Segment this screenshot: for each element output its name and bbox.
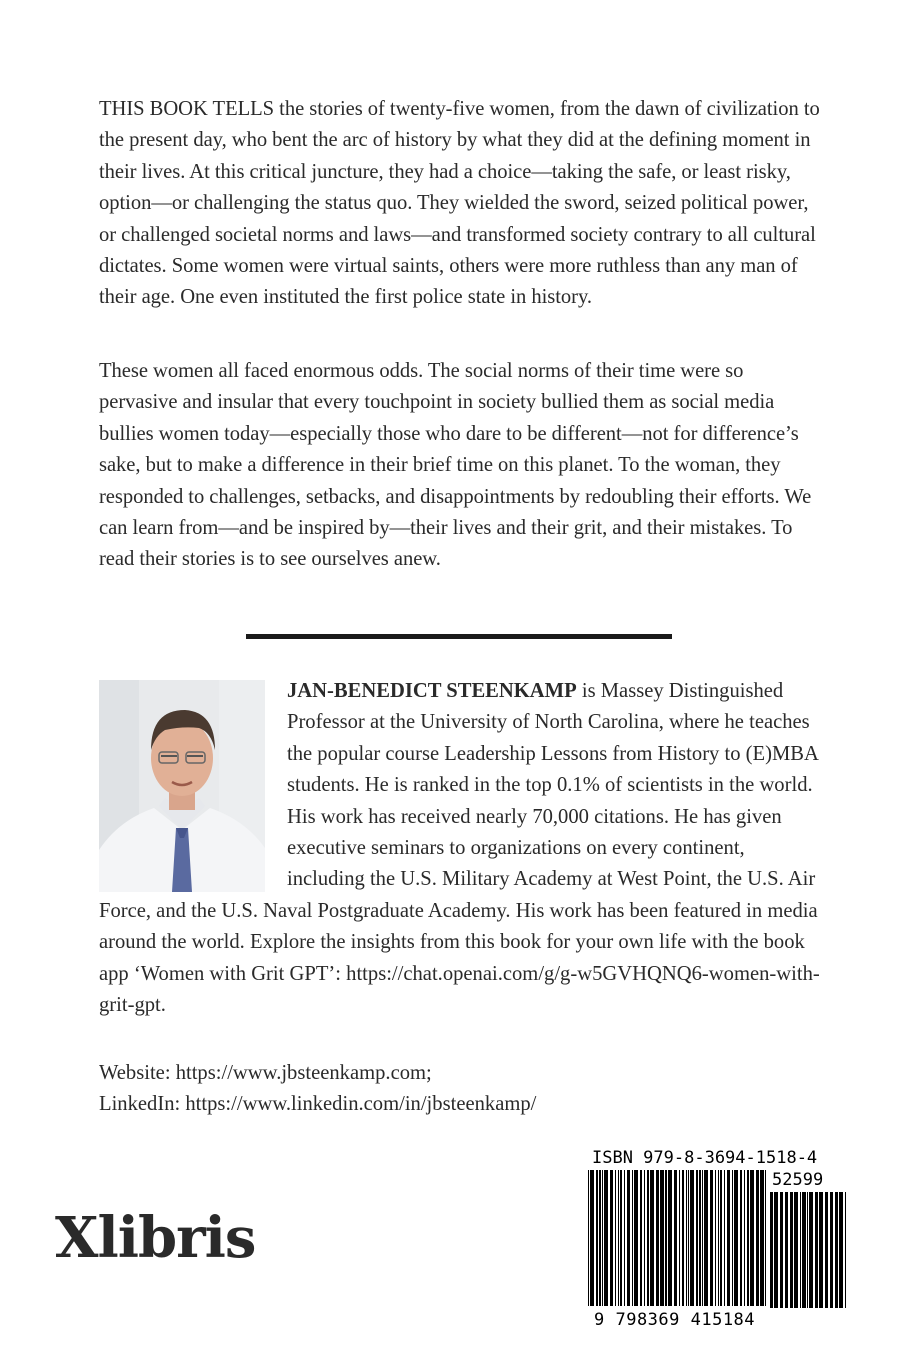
isbn-barcode [588, 1170, 768, 1310]
barcode-bar [830, 1192, 833, 1308]
barcode-bar [690, 1170, 694, 1306]
barcode-bar [815, 1192, 818, 1308]
barcode-bar [644, 1170, 645, 1306]
barcode-bar [596, 1170, 598, 1306]
barcode-bar [640, 1170, 642, 1306]
price-barcode [770, 1192, 850, 1310]
author-app-link[interactable]: https://chat.openai.com/g/g-w5GVHQNQ6-women-with-grit-gpt. [99, 962, 820, 1017]
barcode-bar [747, 1170, 749, 1306]
barcode-bar [590, 1170, 594, 1306]
blurb-paragraph-2: These women all faced enormous odds. The social norms of their time were so pervasive and insular that every touchpoint in society bullied them as social media bullies women today—especially those who dare to be different—not for difference’s sake, but to make a difference in their brief time on this planet. To the woman, they responded to challenges, setbacks, and disappointments by redoubling their efforts. We can learn from—and be inspired by—their lives and their grit, and their mistakes. To read their stories is to see ourselves anew. [99, 360, 812, 571]
barcode-bar [710, 1170, 713, 1306]
barcode-bar [674, 1170, 677, 1306]
barcode-bar [618, 1170, 619, 1306]
barcode-bar [802, 1192, 806, 1308]
barcode-bar [770, 1192, 773, 1308]
barcode-bar [744, 1170, 745, 1306]
barcode-bar [800, 1192, 801, 1308]
barcode-bar [724, 1170, 725, 1306]
barcode-bar [634, 1170, 638, 1306]
barcode-bar [845, 1192, 846, 1308]
barcode-bar [679, 1170, 680, 1306]
blurb-paragraph-1 [99, 94, 821, 314]
barcode-bar [602, 1170, 603, 1306]
barcode-bar [599, 1170, 601, 1306]
barcode-bar [647, 1170, 649, 1306]
author-website[interactable]: Website: https://www.jbsteenkamp.com; [99, 1062, 432, 1084]
barcode-bar [704, 1170, 708, 1306]
barcode-bar [588, 1170, 589, 1306]
barcode-bar [620, 1170, 622, 1306]
barcode-bar [780, 1192, 783, 1308]
barcode-bar [665, 1170, 667, 1306]
barcode-bar [632, 1170, 633, 1306]
barcode-bar [624, 1170, 625, 1306]
section-divider [246, 634, 672, 639]
barcode-bar [740, 1170, 742, 1306]
author-bio [99, 676, 821, 1021]
barcode-bar [765, 1170, 766, 1306]
author-linkedin[interactable]: LinkedIn: https://www.linkedin.com/in/jbsteenkamp/ [99, 1093, 537, 1116]
barcode-bar [604, 1170, 608, 1306]
barcode-bar [660, 1170, 664, 1306]
barcode-bar [734, 1170, 738, 1306]
barcode-bar [650, 1170, 654, 1306]
barcode-number: 9 798369 415184 [594, 1310, 756, 1330]
barcode-bar [668, 1170, 672, 1306]
barcode-bar [627, 1170, 630, 1306]
barcode-bar [774, 1192, 778, 1308]
barcode-bar [615, 1170, 616, 1306]
barcode-bar [686, 1170, 687, 1306]
barcode-bar [750, 1170, 754, 1306]
barcode-bar [656, 1170, 659, 1306]
barcode-bar [720, 1170, 722, 1306]
barcode-bar [727, 1170, 730, 1306]
barcode-bar [807, 1192, 808, 1308]
barcode-bar [732, 1170, 733, 1306]
barcode-bar [819, 1192, 823, 1308]
barcode-bar [790, 1192, 793, 1308]
barcode-bar [760, 1170, 764, 1306]
barcode-bar [702, 1170, 703, 1306]
barcode-bar [610, 1170, 613, 1306]
author-contact [99, 1058, 821, 1121]
barcode-bar [839, 1192, 843, 1308]
barcode-bar [699, 1170, 701, 1306]
publisher-logo: Xlibris [55, 1205, 256, 1271]
blurb-lead-text: THIS BOOK TELLS [99, 98, 275, 120]
isbn-label: ISBN 979-8-3694-1518-4 [592, 1148, 818, 1168]
barcode-bar [825, 1192, 828, 1308]
barcode-bar [718, 1170, 719, 1306]
barcode-price-code: 52599 [772, 1170, 824, 1190]
barcode-bar [835, 1192, 838, 1308]
author-photo [99, 680, 265, 892]
barcode-bar [756, 1170, 759, 1306]
barcode-bar [785, 1192, 788, 1308]
barcode-bar [688, 1170, 689, 1306]
barcode-bar [715, 1170, 716, 1306]
barcode-bar [794, 1192, 798, 1308]
author-name: JAN-BENEDICT STEENKAMP [287, 680, 577, 702]
blurb-paragraph-1-body: the stories of twenty-five women, from the dawn of civilization to the present day, who bent the arc of history by what they did at the defining moment in their lives. At this critical juncture, they had a choice—taking the safe, or least risky, option—or challenging the status quo. They wielded the sword, seized political power, or challenged societal norms and laws—and transformed society contrary to all cultural dictates. Some women were virtual saints, others were more ruthless than any man of their age. One even instituted the first police state in history. [99, 98, 820, 309]
author-bio-text: is Massey Distinguished Professor at the University of North Carolina, where he teaches the popular course Leadership Lessons from History to (E)MBA students. He is ranked in the top 0.1% of scientists in the world. His work has received nearly 70,000 citations. He has given executive seminars to organizations on every continent, including the U.S. Military Academy at West Point, the U.S. Air Force, and the U.S. Naval Postgraduate Academy. His work has been featured in media around the world. Explore the insights from this book for your own life with the book app ‘Women with Grit GPT’: [99, 680, 818, 985]
barcode-bar [696, 1170, 698, 1306]
barcode-bar [682, 1170, 684, 1306]
barcode-bar [809, 1192, 813, 1308]
